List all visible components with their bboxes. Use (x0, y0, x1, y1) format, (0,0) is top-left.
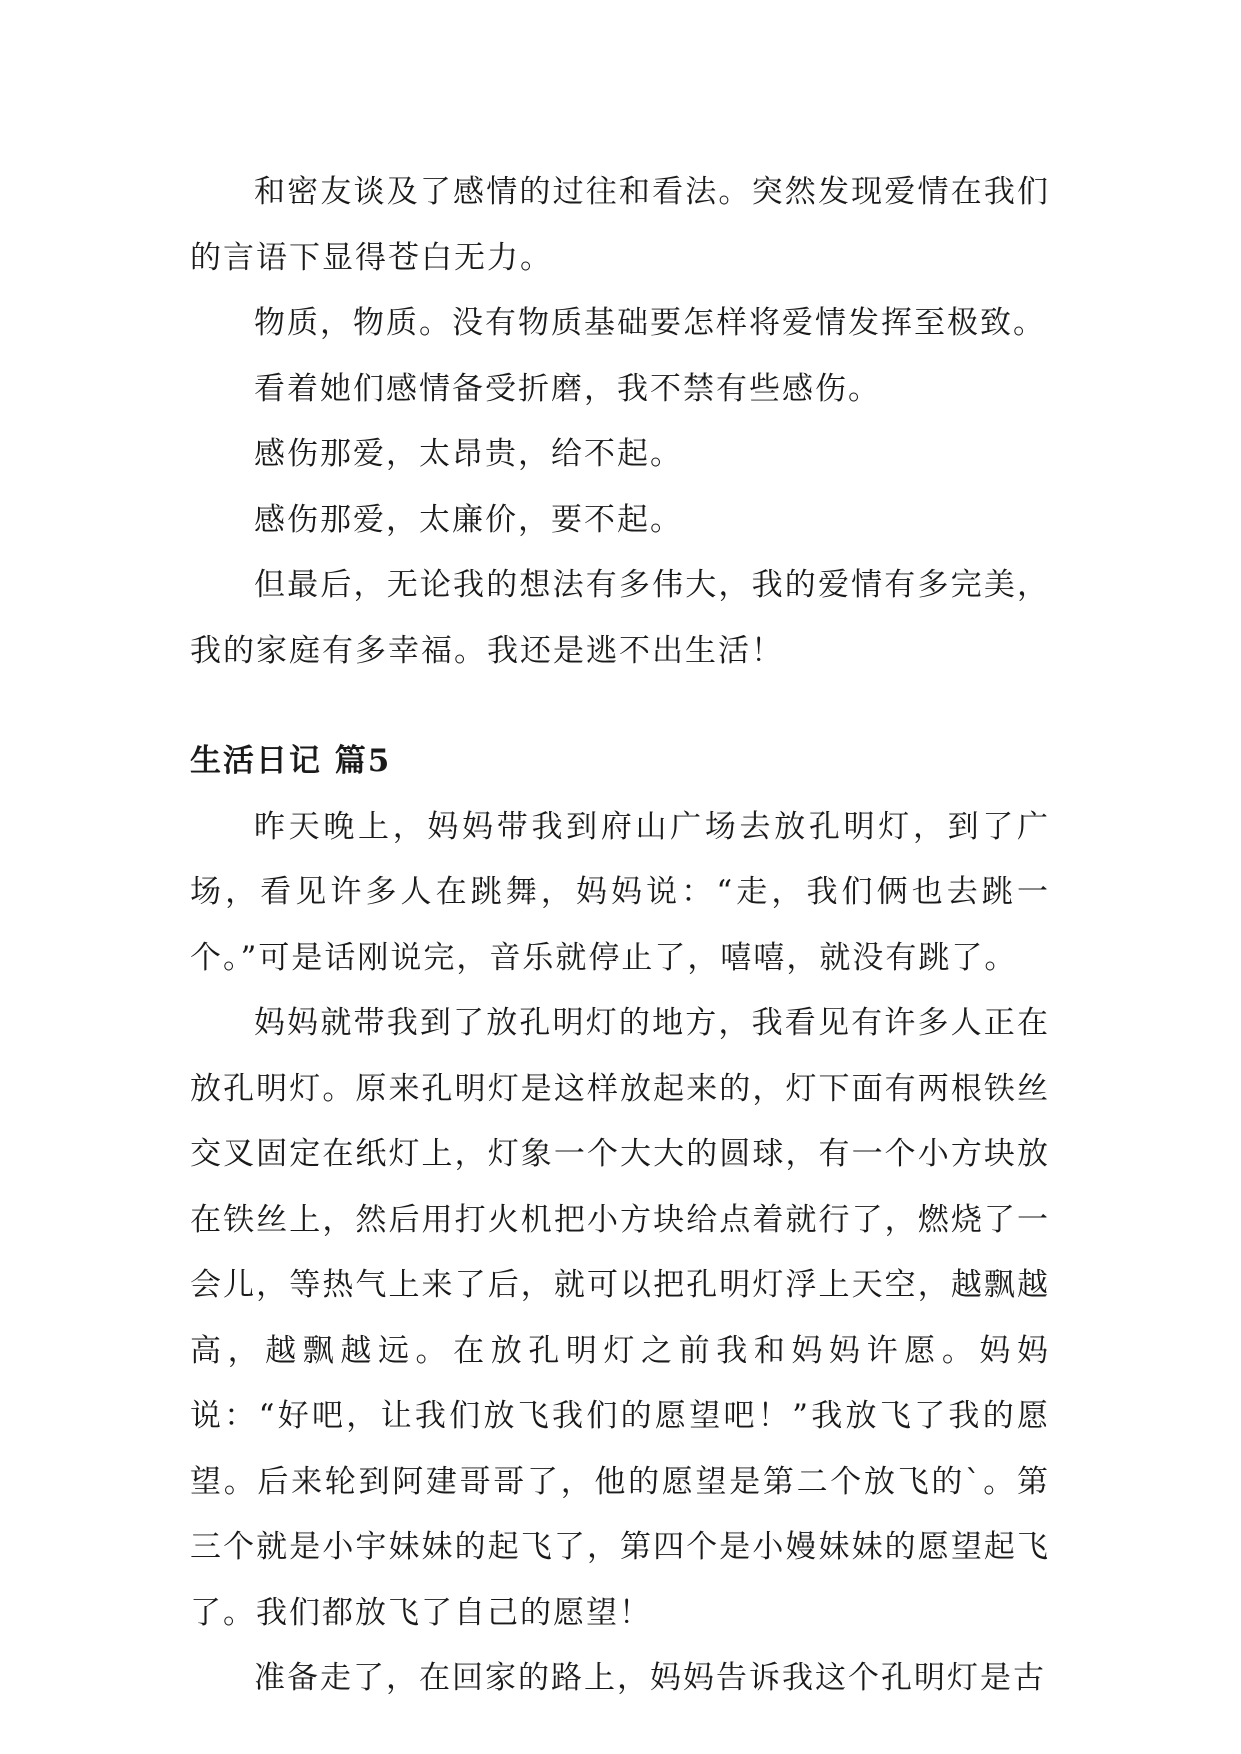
paragraph: 但最后，无论我的想法有多伟大，我的爱情有多完美，我的家庭有多幸福。我还是逃不出生活！ (190, 567, 1050, 669)
paragraph: 物质，物质。没有物质基础要怎样将爱情发挥至极致。 (254, 305, 1046, 341)
paragraph: 看着她们感情备受折磨，我不禁有些感伤。 (254, 370, 881, 407)
paragraph: 准备走了，在回家的路上，妈妈告诉我这个孔明灯是古 (254, 1660, 1046, 1696)
paragraph: 感伤那爱，太廉价，要不起。 (254, 501, 683, 538)
document-page (190, 160, 1050, 1712)
paragraph: 妈妈就带我到了放孔明灯的地方，我看见有许多人正在放孔明灯。原来孔明灯是这样放起来的，灯下面有两根铁丝交叉固定在纸灯上，灯象一个大大的圆球，有一个小方块放在铁丝上，然后用打火机把小方块给点着就行了，燃烧了一会儿，等热气上来了后，就可以把孔明灯浮上天空，越飘越高，越飘越远。在放孔明灯之前我和妈妈许愿。妈妈说：“好吧，让我们放飞我们的愿望吧！”我放飞了我的愿望。后来轮到阿建哥哥了，他的愿望是第二个放飞的`。第三个就是小宇妹妹的起飞了，第四个是小嫚妹妹的愿望起飞了。我们都放飞了自己的愿望！ (190, 1005, 1050, 1631)
paragraph: 感伤那爱，太昂贵，给不起。 (254, 436, 683, 472)
paragraph: 昨天晚上，妈妈带我到府山广场去放孔明灯，到了广场，看见许多人在跳舞，妈妈说：“走，我们俩也去跳一个。”可是话刚说完，音乐就停止了，嘻嘻，就没有跳了。 (190, 808, 1050, 976)
section-heading: 生活日记 篇5 (190, 743, 392, 779)
paragraph: 和密友谈及了感情的过往和看法。突然发现爱情在我们的言语下显得苍白无力。 (190, 174, 1050, 276)
